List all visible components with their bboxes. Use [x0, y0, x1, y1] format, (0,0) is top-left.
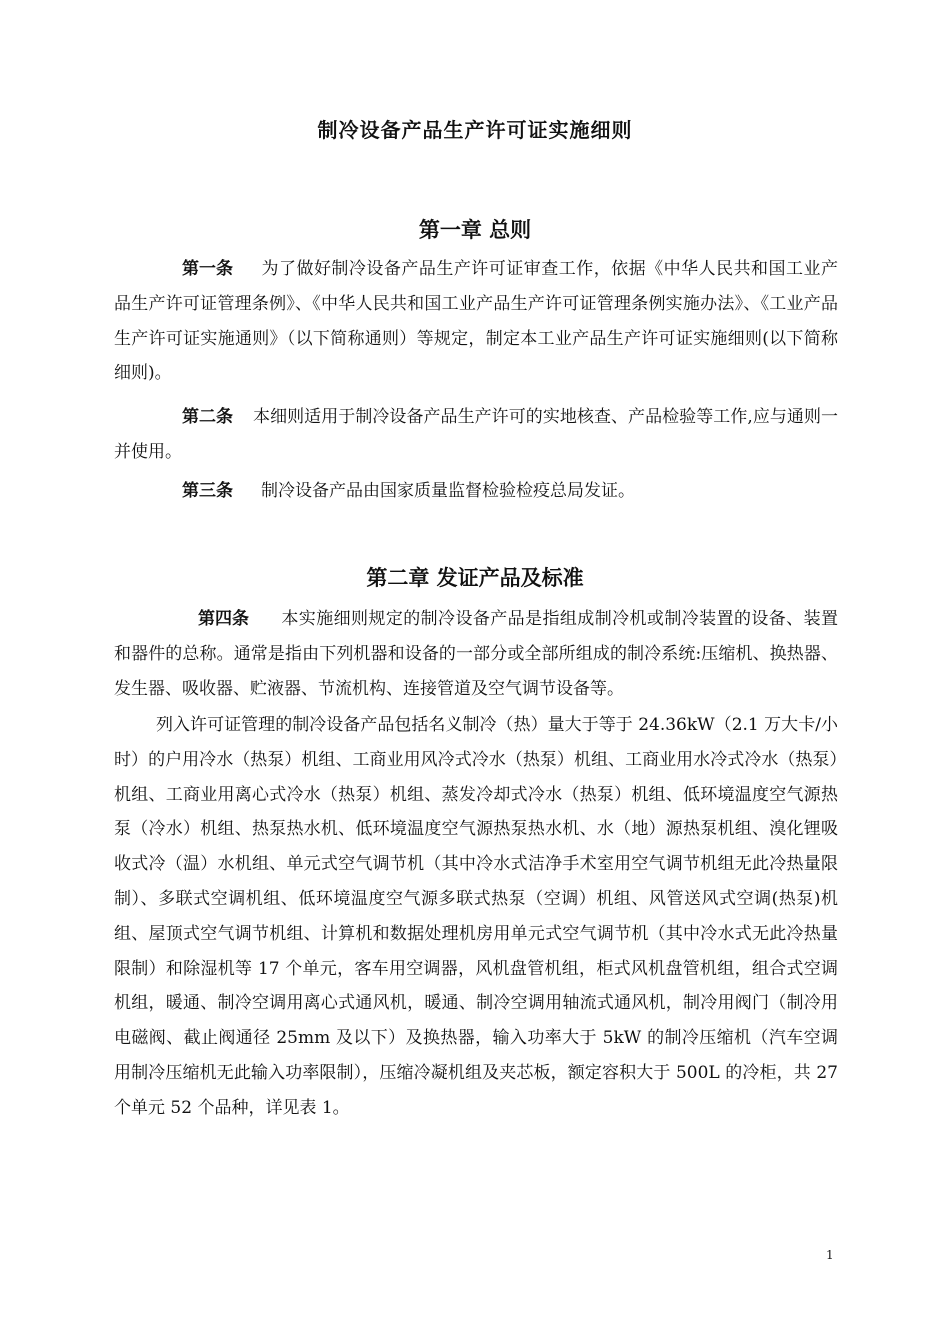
page-number: 1 — [826, 1248, 834, 1262]
article-3-label: 第三条 — [182, 481, 233, 501]
article-3 — [114, 474, 838, 509]
article-4-label: 第四条 — [198, 609, 249, 629]
article-1-text: 为了做好制冷设备产品生产许可证审查工作，依据《中华人民共和国工业产品生产许可证管理条例》、《中华人民共和国工业产品生产许可证管理条例实施办法》、《工业产品生产许可证实施通则》（以下简称通则）等规定，制定本工业产品生产许可证实施细则(以下简称细则)。 — [114, 259, 838, 384]
chapter-1-heading: 第一章 总则 — [418, 217, 532, 242]
document-title: 制冷设备产品生产许可证实施细则 — [317, 118, 633, 142]
chapter-2-heading: 第二章 发证产品及标准 — [366, 565, 584, 590]
article-4 — [114, 602, 838, 706]
article-1-label: 第一条 — [182, 259, 233, 279]
scope-paragraph: 列入许可证管理的制冷设备产品包括名义制冷（热）量大于等于 24.36kW（2.1 万大卡/小时）的户用冷水（热泵）机组、工商业用风冷式冷水（热泵）机组、工商业用水冷式冷水（热泵）机组、工商业用离心式冷水（热泵）机组、蒸发冷却式冷水（热泵）机组、低环境温度空气源热泵（冷水）机组、热泵热水机、低环境温度空气源热泵热水机、水（地）源热泵机组、溴化锂吸收式冷（温）水机组、单元式空气调节机（其中冷水式洁净手术室用空气调节机组无此冷热量限制）、多联式空调机组、低环境温度空气源多联式热泵（空调）机组、风管送风式空调(热泵)机组、屋顶式空气调节机组、计算机和数据处理机房用单元式空气调节机（其中冷水式无此冷热量限制）和除湿机等 17 个单元，客车用空调器，风机盘管机组，柜式风机盘管机组，组合式空调机组，暖通、制冷空调用离心式通风机，暖通、制冷空调用轴流式通风机，制冷用阀门（制冷用电磁阀、截止阀通径 25mm 及以下）及换热器，输入功率大于 5kW 的制冷压缩机（汽车空调用制冷压缩机无此输入功率限制），压缩冷凝机组及夹芯板，额定容积大于 500L 的冷柜，共 27 个单元 52 个品种，详见表 1。 — [114, 715, 838, 1118]
article-4-text: 本实施细则规定的制冷设备产品是指组成制冷机或制冷装置的设备、装置和器件的总称。通常是指由下列机器和设备的一部分或全部所组成的制冷系统:压缩机、换热器、发生器、吸收器、贮液器、节流机构、连接管道及空气调节设备等。 — [114, 609, 838, 699]
article-2-text: 本细则适用于制冷设备产品生产许可的实地核查、产品检验等工作,应与通则一并使用。 — [114, 407, 838, 462]
article-2 — [114, 400, 838, 470]
article-3-text: 制冷设备产品由国家质量监督检验检疫总局发证。 — [261, 481, 635, 501]
article-2-label: 第二条 — [182, 407, 233, 427]
article-1 — [114, 252, 838, 391]
